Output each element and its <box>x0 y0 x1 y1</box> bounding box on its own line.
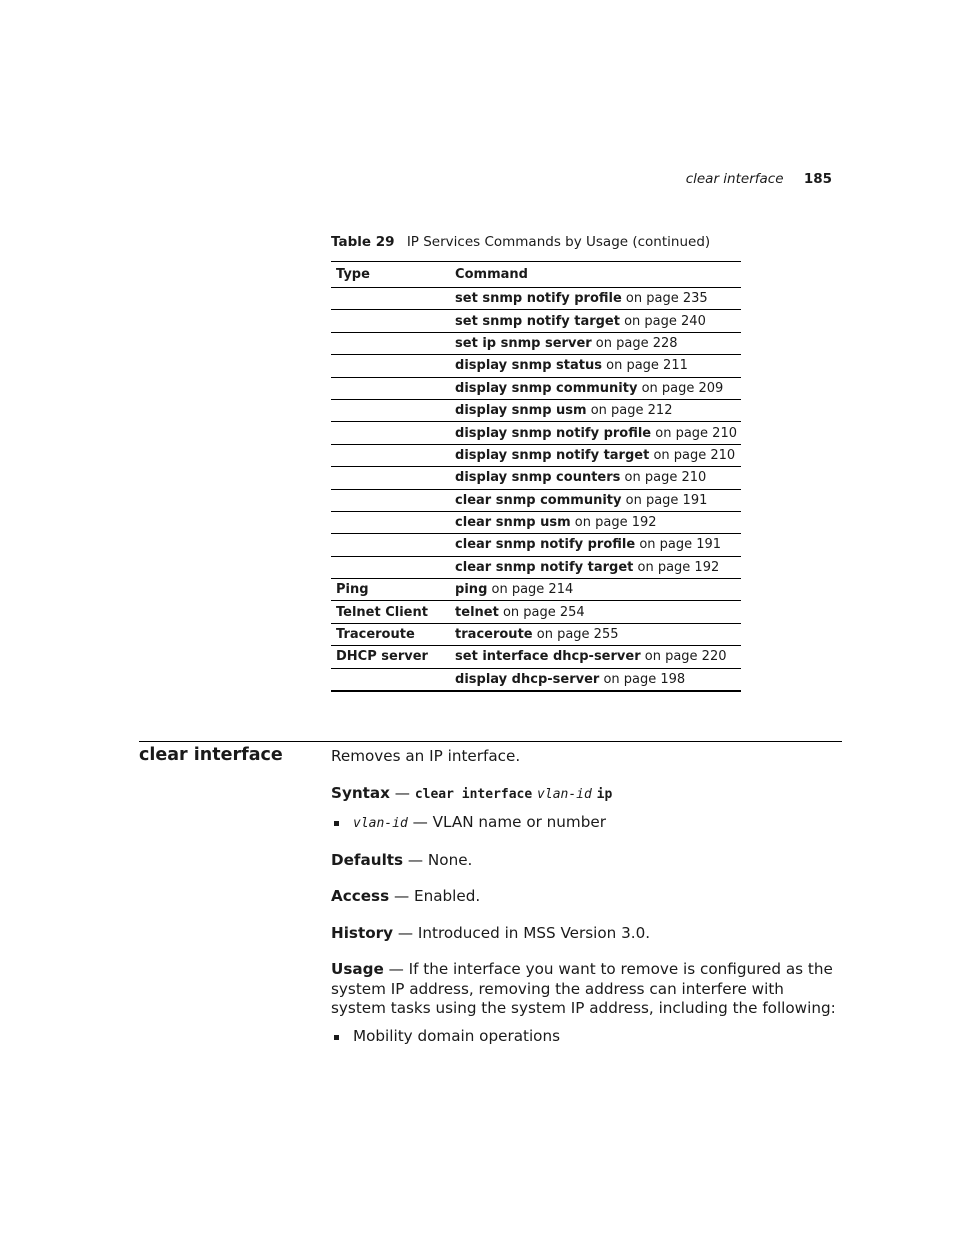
table-row <box>331 288 741 310</box>
page-reference: on page 209 <box>637 380 724 396</box>
command-name: clear snmp notify profile <box>455 537 636 553</box>
row-command <box>451 511 741 533</box>
table-body <box>331 288 741 691</box>
row-type <box>331 399 451 421</box>
table-row <box>331 601 741 623</box>
page-reference: on page 235 <box>621 291 708 307</box>
table-row <box>331 310 741 332</box>
syntax-line <box>331 784 843 805</box>
row-type: Ping <box>331 579 451 601</box>
table-row <box>331 444 741 466</box>
row-command <box>451 601 741 623</box>
row-type <box>331 467 451 489</box>
row-type <box>331 288 451 310</box>
table-row <box>331 511 741 533</box>
row-command <box>451 377 741 399</box>
column-header-type: Type <box>331 262 451 288</box>
table-row <box>331 623 741 645</box>
history-label: History <box>331 923 394 942</box>
section-divider <box>139 741 842 742</box>
command-name: set ip snmp server <box>455 335 592 351</box>
usage-bullet-text: Mobility domain operations <box>353 1026 561 1045</box>
table-row <box>331 556 741 578</box>
syntax-command: clear interface <box>414 786 533 802</box>
command-name: set snmp notify profile <box>455 291 622 307</box>
page-reference: on page 211 <box>601 358 688 374</box>
row-command <box>451 332 741 354</box>
parameter-item <box>331 813 843 834</box>
page-number: 185 <box>803 171 832 187</box>
page-reference: on page 192 <box>570 515 657 531</box>
command-name: display snmp community <box>455 380 638 396</box>
running-header-title: clear interface <box>685 171 784 187</box>
table-row <box>331 377 741 399</box>
page-reference: on page 210 <box>651 425 737 441</box>
page-reference: on page 240 <box>619 313 706 329</box>
defaults-line <box>331 851 843 871</box>
table-row <box>331 668 741 690</box>
command-name: ping <box>455 582 488 598</box>
column-header-command: Command <box>451 262 741 288</box>
table-row <box>331 355 741 377</box>
parameter-name: vlan-id <box>353 816 408 831</box>
page-reference: on page 228 <box>591 335 678 351</box>
row-command <box>451 422 741 444</box>
row-command <box>451 646 741 668</box>
row-type <box>331 422 451 444</box>
row-command <box>451 534 741 556</box>
command-name: clear snmp usm <box>455 515 571 531</box>
table-row <box>331 646 741 668</box>
bullet-icon <box>334 1035 339 1040</box>
table-caption <box>331 234 710 250</box>
row-command <box>451 310 741 332</box>
row-type <box>331 489 451 511</box>
command-name: telnet <box>455 604 499 620</box>
row-type <box>331 355 451 377</box>
row-type <box>331 310 451 332</box>
row-type: Traceroute <box>331 623 451 645</box>
usage-paragraph <box>331 960 843 1019</box>
command-name: clear snmp community <box>455 492 622 508</box>
command-name: set interface dhcp-server <box>455 649 641 665</box>
row-type <box>331 332 451 354</box>
command-name: display dhcp-server <box>455 671 600 687</box>
history-line <box>331 924 843 944</box>
row-command <box>451 399 741 421</box>
page-reference: on page 212 <box>586 403 673 419</box>
row-type: Telnet Client <box>331 601 451 623</box>
row-type <box>331 377 451 399</box>
table-row <box>331 579 741 601</box>
row-command <box>451 579 741 601</box>
table-caption-label: Table 29 <box>331 234 395 250</box>
row-command <box>451 467 741 489</box>
page-reference: on page 192 <box>633 559 720 575</box>
syntax-dash: — <box>389 783 415 802</box>
command-name: display snmp status <box>455 358 602 374</box>
page-reference: on page 198 <box>599 671 686 687</box>
access-line <box>331 887 843 907</box>
syntax-tail: ip <box>596 786 613 802</box>
page-reference: on page 254 <box>498 604 585 620</box>
table-caption-text: IP Services Commands by Usage (continued) <box>406 234 711 250</box>
row-type <box>331 444 451 466</box>
row-type <box>331 511 451 533</box>
table-row <box>331 534 741 556</box>
table-row <box>331 332 741 354</box>
access-text: — Enabled. <box>389 887 481 905</box>
section-title: clear interface <box>139 745 283 765</box>
usage-bullet <box>331 1027 843 1047</box>
parameter-description: — VLAN name or number <box>407 813 606 831</box>
row-type <box>331 668 451 690</box>
table-header-row <box>331 262 741 288</box>
commands-table <box>331 261 741 692</box>
row-command <box>451 489 741 511</box>
page-reference: on page 191 <box>635 537 722 553</box>
page-reference: on page 220 <box>640 649 727 665</box>
access-label: Access <box>331 887 390 905</box>
command-name: display snmp notify profile <box>455 425 652 441</box>
row-command <box>451 623 741 645</box>
usage-label: Usage <box>331 960 384 978</box>
defaults-text: — None. <box>403 850 473 869</box>
command-name: display snmp usm <box>455 403 587 419</box>
page-reference: on page 255 <box>532 627 619 643</box>
command-name: display snmp counters <box>455 470 621 486</box>
command-name: display snmp notify target <box>455 447 650 463</box>
table-row <box>331 399 741 421</box>
row-command <box>451 556 741 578</box>
usage-text: — If the interface you want to remove is configured as the system IP address, removing the address can interfere with system tasks using the system IP address, including the following: <box>331 960 836 1017</box>
running-header <box>686 171 832 187</box>
table-row <box>331 422 741 444</box>
row-command <box>451 288 741 310</box>
row-type <box>331 534 451 556</box>
command-name: clear snmp notify target <box>455 559 634 575</box>
row-command <box>451 668 741 690</box>
row-command <box>451 355 741 377</box>
bullet-icon <box>334 821 339 826</box>
defaults-label: Defaults <box>331 850 404 869</box>
page-reference: on page 191 <box>621 492 708 508</box>
row-type <box>331 556 451 578</box>
section-body <box>331 747 843 1063</box>
table-row <box>331 489 741 511</box>
row-type: DHCP server <box>331 646 451 668</box>
table-row <box>331 467 741 489</box>
row-command <box>451 444 741 466</box>
command-name: traceroute <box>455 627 533 643</box>
syntax-label: Syntax <box>331 783 390 802</box>
syntax-argument: vlan-id <box>537 786 592 802</box>
page-reference: on page 210 <box>649 447 736 463</box>
page-reference: on page 210 <box>620 470 707 486</box>
history-text: — Introduced in MSS Version 3.0. <box>393 923 651 942</box>
command-name: set snmp notify target <box>455 313 620 329</box>
page-reference: on page 214 <box>487 582 574 598</box>
section-description: Removes an IP interface. <box>331 747 521 765</box>
